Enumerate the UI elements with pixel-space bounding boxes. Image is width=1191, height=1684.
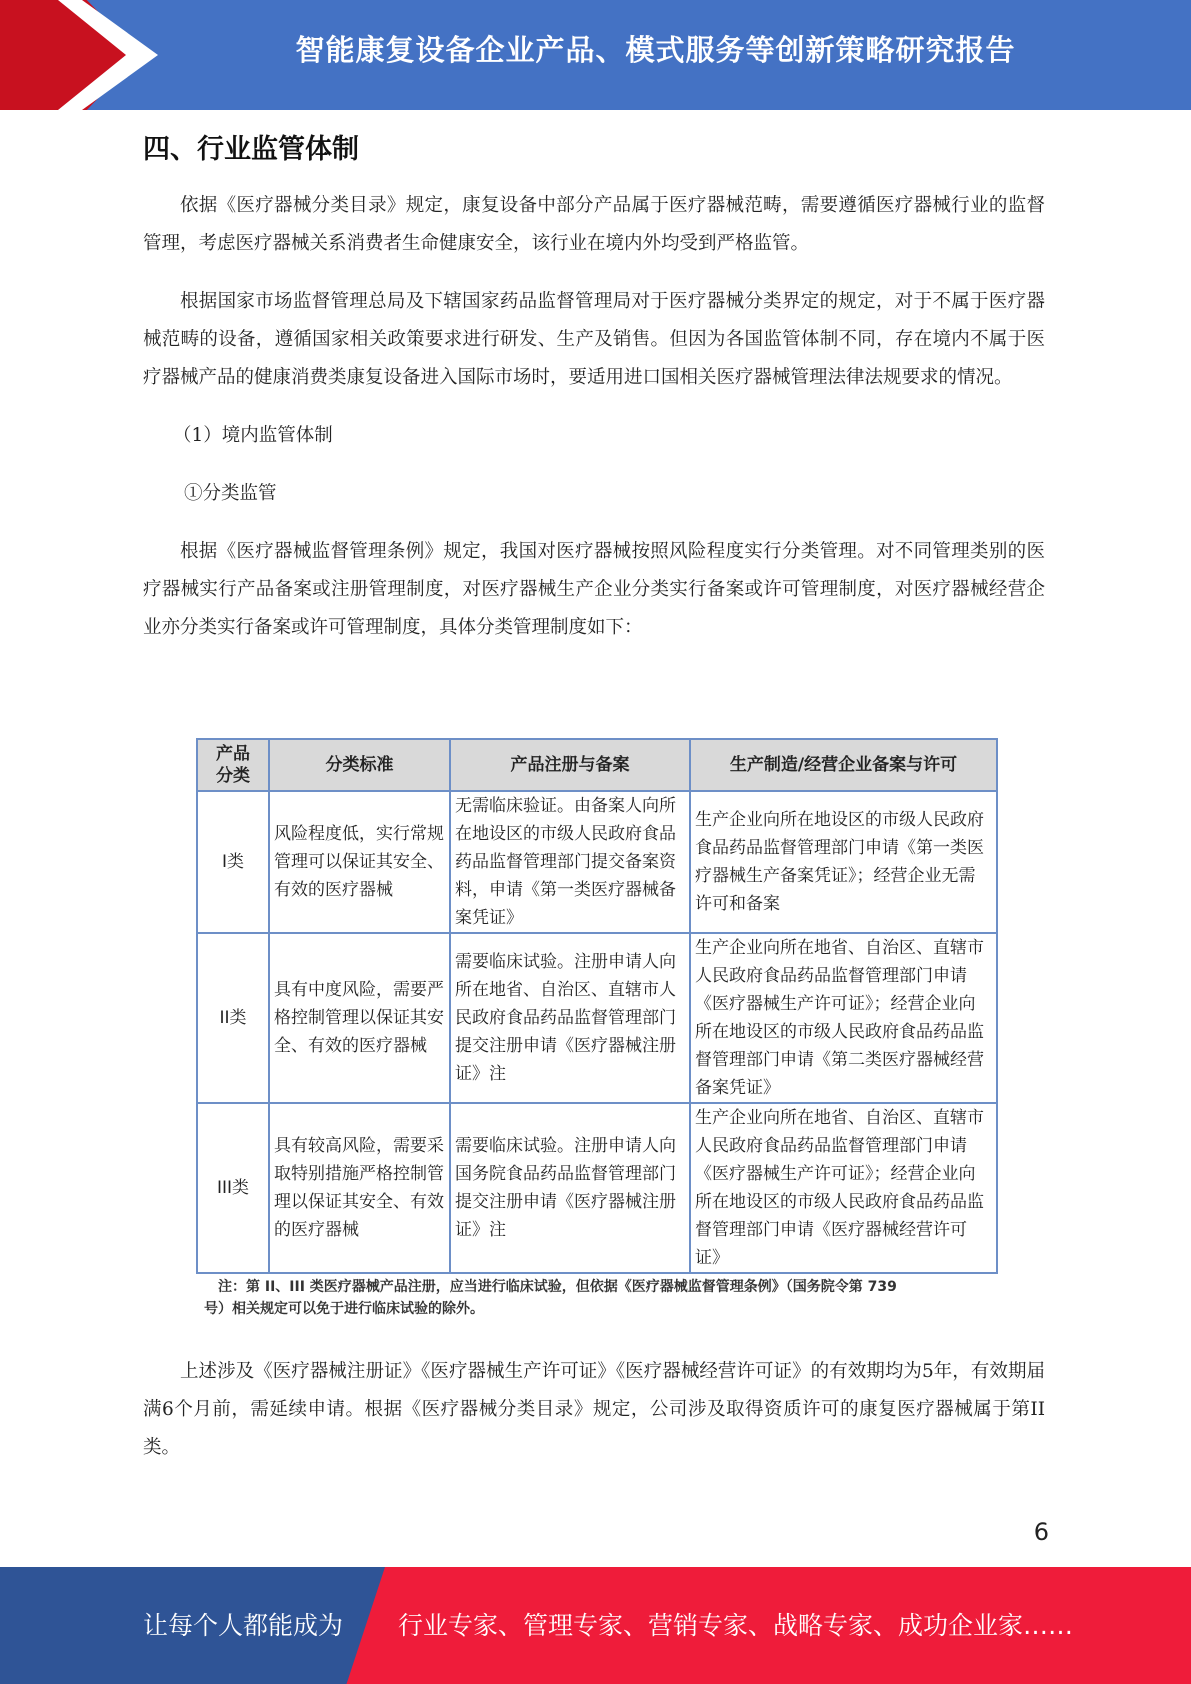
- section-title: 四、行业监管体制: [143, 134, 359, 165]
- license-cell: 生产企业向所在地省、自治区、直辖市人民政府食品药品监督管理部门申请《医疗器械生产许可证》；经营企业向所在地设区的市级人民政府食品药品监督管理部门申请《第二类医疗器械经营备案凭证》: [690, 933, 997, 1103]
- criteria-cell: 具有较高风险，需要采取特别措施严格控制管理以保证其安全、有效的医疗器械: [269, 1103, 450, 1273]
- paragraph-1: 依据《医疗器械分类目录》规定，康复设备中部分产品属于医疗器械范畴，需要遵循医疗器械行业的监督管理，考虑医疗器械关系消费者生命健康安全，该行业在境内外均受到严格监管。: [143, 195, 1045, 254]
- paragraph-2: 根据国家市场监督管理总局及下辖国家药品监督管理局对于医疗器械分类界定的规定，对于不属于医疗器械范畴的设备，遵循国家相关政策要求进行研发、生产及销售。但因为各国监管体制不同，存在境内不属于医疗器械产品的健康消费类康复设备进入国际市场时，要适用进口国相关医疗器械管理法律法规要求的情况。: [143, 291, 1045, 388]
- subheading-domestic: （1）境内监管体制: [173, 425, 333, 446]
- table-row: [197, 791, 997, 933]
- registration-cell: 需要临床试验。注册申请人向国务院食品药品监督管理部门提交注册申请《医疗器械注册证》注: [450, 1103, 690, 1273]
- license-cell: 生产企业向所在地省、自治区、直辖市人民政府食品药品监督管理部门申请《医疗器械生产许可证》；经营企业向所在地设区的市级人民政府食品药品监督管理部门申请《医疗器械经营许可证》: [690, 1103, 997, 1273]
- table-note: [196, 1276, 996, 1320]
- header-title: 智能康复设备企业产品、模式服务等创新策略研究报告: [295, 33, 1016, 67]
- paragraph-3: 根据《医疗器械监督管理条例》规定，我国对医疗器械按照风险程度实行分类管理。对不同管理类别的医疗器械实行产品备案或注册管理制度，对医疗器械生产企业分类实行备案或许可管理制度，对医疗器械经营企业亦分类实行备案或许可管理制度，具体分类管理制度如下：: [143, 541, 1045, 638]
- registration-cell: 无需临床验证。由备案人向所在地设区的市级人民政府食品药品监督管理部门提交备案资料，申请《第一类医疗器械备案凭证》: [450, 791, 690, 933]
- header-red-arrow: [0, 0, 140, 110]
- table-header-row: [197, 739, 997, 791]
- header-registration: 产品注册与备案: [450, 739, 690, 791]
- table-note-line-1: 注：第 II、III 类医疗器械产品注册，应当进行临床试验，但依据《医疗器械监督管理条例》（国务院令第 739: [218, 1279, 897, 1295]
- paragraph-4: 上述涉及《医疗器械注册证》《医疗器械生产许可证》《医疗器械经营许可证》的有效期均为5年，有效期届满6个月前，需延续申请。根据《医疗器械分类目录》规定，公司涉及取得资质许可的康复医疗器械属于第II类。: [143, 1361, 1045, 1458]
- subheading-classification: ①分类监管: [184, 483, 277, 504]
- classification-table-figure: [196, 738, 996, 1320]
- conclusion-content: [143, 1353, 1045, 1467]
- table-row: [197, 933, 997, 1103]
- class-cell: I类: [197, 791, 269, 933]
- table-row: [197, 1103, 997, 1273]
- table-note-line-2: 号）相关规定可以免于进行临床试验的除外。: [204, 1301, 484, 1317]
- page-number: 6: [1033, 1518, 1049, 1546]
- header-license: 生产制造/经营企业备案与许可: [690, 739, 997, 791]
- header-product-class: 产品 分类: [197, 739, 269, 791]
- criteria-cell: 风险程度低，实行常规管理可以保证其安全、有效的医疗器械: [269, 791, 450, 933]
- footer-slogan-right: 行业专家、管理专家、营销专家、战略专家、成功企业家……: [398, 1611, 1074, 1640]
- registration-cell: 需要临床试验。注册申请人向所在地省、自治区、直辖市人民政府食品药品监督管理部门提交注册申请《医疗器械注册证》注: [450, 933, 690, 1103]
- class-cell: III类: [197, 1103, 269, 1273]
- main-content: [143, 125, 1045, 647]
- criteria-cell: 具有中度风险，需要严格控制管理以保证其安全、有效的医疗器械: [269, 933, 450, 1103]
- page-footer: [0, 1567, 1191, 1684]
- page-header: [0, 0, 1191, 110]
- header-criteria: 分类标准: [269, 739, 450, 791]
- license-cell: 生产企业向所在地设区的市级人民政府食品药品监督管理部门申请《第一类医疗器械生产备案凭证》；经营企业无需许可和备案: [690, 791, 997, 933]
- class-cell: II类: [197, 933, 269, 1103]
- footer-slogan-left: 让每个人都能成为: [143, 1611, 344, 1640]
- classification-table: [196, 738, 998, 1274]
